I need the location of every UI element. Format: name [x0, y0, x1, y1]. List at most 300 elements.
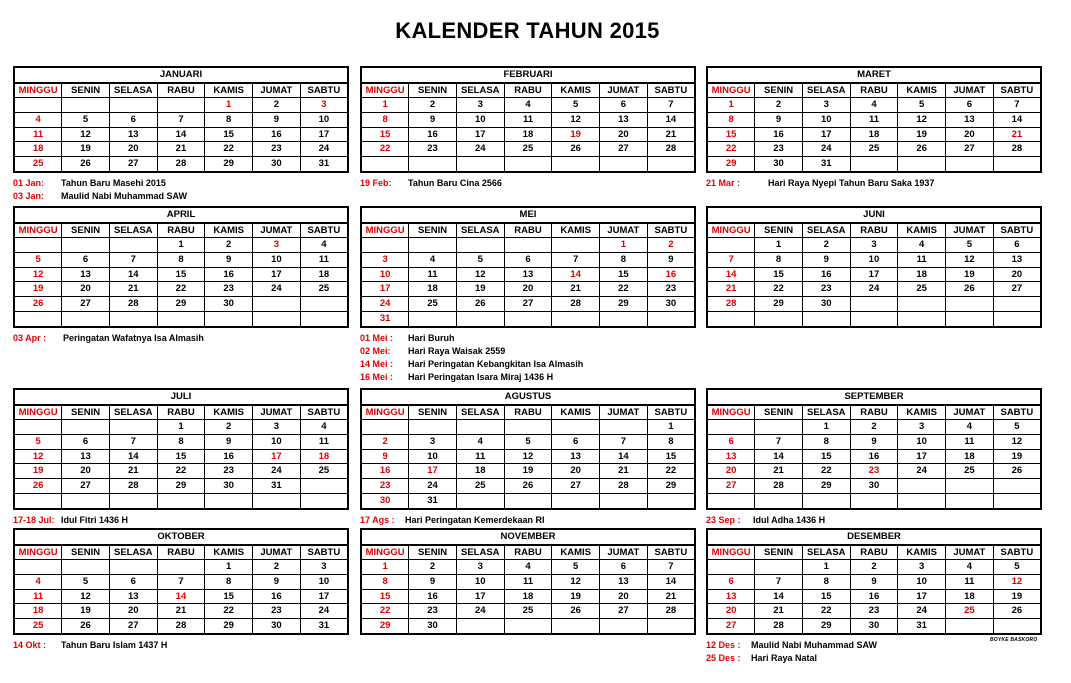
weekday-header: SELASA — [109, 223, 157, 238]
day-cell: 27 — [62, 479, 110, 494]
weekday-header: SELASA — [802, 545, 850, 560]
holiday-notes — [706, 177, 1042, 190]
day-cell: 27 — [946, 142, 994, 157]
day-cell: 12 — [552, 575, 600, 590]
weekday-header: JUMAT — [253, 83, 301, 98]
weekday-header: SENIN — [62, 545, 110, 560]
day-cell: 18 — [14, 142, 62, 157]
holiday-date: 14 Mei : — [360, 358, 394, 369]
day-cell: 8 — [755, 253, 803, 268]
day-cell: 3 — [253, 420, 301, 435]
day-cell: 30 — [253, 157, 301, 172]
day-cell: 21 — [552, 282, 600, 297]
day-cell — [14, 560, 62, 575]
day-cell: 5 — [62, 113, 110, 128]
holiday-notes — [13, 332, 349, 345]
day-cell: 11 — [300, 253, 348, 268]
week-row — [361, 253, 695, 268]
day-cell: 2 — [647, 238, 695, 253]
month-name: AGUSTUS — [361, 389, 695, 405]
day-cell — [456, 311, 504, 326]
weekday-header: JUMAT — [600, 545, 648, 560]
holiday-notes — [360, 514, 696, 527]
day-cell: 31 — [802, 157, 850, 172]
week-row — [361, 449, 695, 464]
day-cell: 18 — [504, 127, 552, 142]
day-cell — [755, 493, 803, 508]
day-cell: 5 — [14, 435, 62, 450]
day-cell: 4 — [14, 575, 62, 590]
holiday-name: Tahun Baru Cina 2566 — [408, 177, 502, 188]
holiday-note — [13, 332, 349, 345]
day-cell: 9 — [409, 575, 457, 590]
weekday-header: KAMIS — [205, 223, 253, 238]
day-cell: 25 — [850, 142, 898, 157]
day-cell: 28 — [552, 297, 600, 312]
day-cell: 29 — [707, 157, 755, 172]
day-cell: 10 — [253, 253, 301, 268]
week-row — [14, 157, 348, 172]
holiday-notes — [13, 514, 349, 527]
weekday-header: SELASA — [109, 545, 157, 560]
day-cell: 14 — [109, 267, 157, 282]
day-cell: 26 — [946, 282, 994, 297]
day-cell: 14 — [755, 589, 803, 604]
day-cell: 17 — [850, 267, 898, 282]
day-cell — [14, 238, 62, 253]
day-cell: 16 — [205, 449, 253, 464]
day-cell: 11 — [300, 435, 348, 450]
day-cell: 24 — [850, 282, 898, 297]
day-cell: 3 — [898, 420, 946, 435]
holiday-date: 14 Okt : — [13, 639, 47, 650]
day-cell — [647, 619, 695, 634]
day-cell — [62, 311, 110, 326]
day-cell: 19 — [14, 464, 62, 479]
month-table — [706, 206, 1042, 328]
weekday-header: RABU — [157, 405, 205, 420]
day-cell: 10 — [361, 267, 409, 282]
day-cell: 19 — [504, 464, 552, 479]
week-row — [14, 464, 348, 479]
day-cell: 12 — [504, 449, 552, 464]
day-cell: 27 — [109, 157, 157, 172]
day-cell: 28 — [755, 479, 803, 494]
day-cell: 15 — [647, 449, 695, 464]
weekday-header: SABTU — [993, 83, 1041, 98]
holiday-date: 17 Ags : — [360, 514, 395, 525]
day-cell: 4 — [504, 560, 552, 575]
day-cell: 5 — [14, 253, 62, 268]
day-cell: 24 — [456, 604, 504, 619]
day-cell: 26 — [504, 479, 552, 494]
weekday-header: MINGGU — [361, 223, 409, 238]
month-table — [13, 528, 349, 635]
day-cell — [504, 238, 552, 253]
day-cell — [14, 420, 62, 435]
day-cell: 5 — [946, 238, 994, 253]
day-cell: 19 — [993, 589, 1041, 604]
day-cell: 25 — [504, 142, 552, 157]
day-cell: 18 — [300, 267, 348, 282]
day-cell — [300, 479, 348, 494]
day-cell: 21 — [647, 127, 695, 142]
day-cell: 3 — [361, 253, 409, 268]
day-cell — [157, 98, 205, 113]
month-maret — [706, 66, 1042, 190]
day-cell: 1 — [361, 560, 409, 575]
day-cell — [850, 311, 898, 326]
day-cell — [850, 493, 898, 508]
day-cell: 6 — [62, 253, 110, 268]
holiday-name: Hari Peringatan Isara Miraj 1436 H — [408, 371, 554, 382]
day-cell — [552, 420, 600, 435]
day-cell: 24 — [300, 604, 348, 619]
month-table — [360, 66, 696, 173]
day-cell: 24 — [409, 479, 457, 494]
day-cell: 15 — [157, 267, 205, 282]
day-cell: 17 — [253, 267, 301, 282]
week-row — [14, 575, 348, 590]
weekday-header: RABU — [850, 223, 898, 238]
day-cell: 30 — [361, 493, 409, 508]
day-cell: 20 — [62, 464, 110, 479]
holiday-date: 23 Sep : — [706, 514, 741, 525]
day-cell: 19 — [552, 127, 600, 142]
holiday-name: Tahun Baru Islam 1437 H — [61, 639, 168, 650]
week-row — [14, 238, 348, 253]
day-cell: 26 — [552, 142, 600, 157]
week-row — [14, 282, 348, 297]
week-row — [361, 575, 695, 590]
day-cell: 4 — [946, 420, 994, 435]
weekday-header: SABTU — [647, 223, 695, 238]
day-cell: 20 — [707, 464, 755, 479]
week-row — [707, 282, 1041, 297]
day-cell: 9 — [647, 253, 695, 268]
day-cell: 1 — [802, 560, 850, 575]
day-cell: 28 — [707, 297, 755, 312]
weekday-header: SABTU — [993, 545, 1041, 560]
day-cell: 21 — [755, 604, 803, 619]
day-cell — [62, 420, 110, 435]
day-cell — [409, 311, 457, 326]
day-cell: 12 — [898, 113, 946, 128]
day-cell: 4 — [850, 98, 898, 113]
day-cell — [755, 311, 803, 326]
weekday-header: JUMAT — [600, 83, 648, 98]
day-cell: 26 — [62, 157, 110, 172]
day-cell: 18 — [946, 449, 994, 464]
day-cell: 15 — [361, 589, 409, 604]
day-cell — [361, 157, 409, 172]
weekday-header: MINGGU — [707, 83, 755, 98]
day-cell: 27 — [62, 297, 110, 312]
month-februari — [360, 66, 696, 190]
month-name: APRIL — [14, 207, 348, 223]
week-row — [707, 157, 1041, 172]
page-title: KALENDER TAHUN 2015 — [395, 18, 660, 43]
day-cell: 8 — [361, 113, 409, 128]
day-cell: 29 — [361, 619, 409, 634]
day-cell: 16 — [409, 589, 457, 604]
weekday-header: JUMAT — [946, 545, 994, 560]
day-cell — [850, 157, 898, 172]
day-cell: 7 — [109, 253, 157, 268]
week-row — [707, 238, 1041, 253]
day-cell: 15 — [802, 589, 850, 604]
day-cell: 13 — [62, 267, 110, 282]
day-cell: 23 — [647, 282, 695, 297]
month-table — [706, 528, 1042, 635]
weekday-header: SENIN — [409, 83, 457, 98]
day-cell — [157, 560, 205, 575]
day-cell: 5 — [993, 560, 1041, 575]
weekday-header: SABTU — [647, 405, 695, 420]
day-cell: 13 — [552, 449, 600, 464]
day-cell: 14 — [157, 127, 205, 142]
week-row — [361, 238, 695, 253]
weekday-header: RABU — [504, 223, 552, 238]
weekday-header: RABU — [157, 83, 205, 98]
day-cell: 16 — [205, 267, 253, 282]
week-row — [707, 575, 1041, 590]
day-cell: 22 — [647, 464, 695, 479]
day-cell: 27 — [707, 479, 755, 494]
day-cell: 19 — [62, 604, 110, 619]
week-row — [707, 464, 1041, 479]
day-cell: 6 — [707, 435, 755, 450]
day-cell: 31 — [409, 493, 457, 508]
week-row — [14, 297, 348, 312]
day-cell: 24 — [456, 142, 504, 157]
day-cell: 1 — [361, 98, 409, 113]
day-cell: 25 — [14, 619, 62, 634]
day-cell — [62, 238, 110, 253]
day-cell — [361, 420, 409, 435]
day-cell: 9 — [205, 435, 253, 450]
day-cell: 21 — [109, 282, 157, 297]
day-cell: 29 — [802, 619, 850, 634]
day-cell: 21 — [157, 142, 205, 157]
day-cell — [300, 493, 348, 508]
month-name: SEPTEMBER — [707, 389, 1041, 405]
day-cell — [62, 560, 110, 575]
day-cell: 26 — [14, 479, 62, 494]
day-cell: 3 — [898, 560, 946, 575]
day-cell — [62, 493, 110, 508]
day-cell: 30 — [850, 619, 898, 634]
day-cell: 16 — [802, 267, 850, 282]
day-cell: 22 — [802, 604, 850, 619]
day-cell: 6 — [946, 98, 994, 113]
day-cell: 22 — [755, 282, 803, 297]
month-name: MARET — [707, 67, 1041, 83]
day-cell: 5 — [456, 253, 504, 268]
day-cell: 23 — [205, 464, 253, 479]
day-cell: 4 — [300, 420, 348, 435]
month-table — [360, 206, 696, 328]
day-cell: 1 — [647, 420, 695, 435]
day-cell: 24 — [361, 297, 409, 312]
day-cell: 29 — [205, 157, 253, 172]
day-cell: 4 — [409, 253, 457, 268]
day-cell — [946, 493, 994, 508]
day-cell: 18 — [14, 604, 62, 619]
day-cell: 10 — [802, 113, 850, 128]
day-cell: 10 — [300, 113, 348, 128]
weekday-header: RABU — [157, 545, 205, 560]
week-row — [361, 142, 695, 157]
month-name: JANUARI — [14, 67, 348, 83]
weekday-header: SELASA — [109, 405, 157, 420]
day-cell: 21 — [755, 464, 803, 479]
day-cell: 8 — [647, 435, 695, 450]
day-cell: 10 — [456, 575, 504, 590]
month-september — [706, 388, 1042, 527]
day-cell: 18 — [504, 589, 552, 604]
day-cell: 23 — [755, 142, 803, 157]
weekday-header: SABTU — [300, 223, 348, 238]
week-row — [707, 311, 1041, 326]
weekday-header: RABU — [157, 223, 205, 238]
week-row — [14, 589, 348, 604]
day-cell: 12 — [14, 267, 62, 282]
day-cell — [205, 493, 253, 508]
week-row — [707, 267, 1041, 282]
day-cell: 13 — [993, 253, 1041, 268]
week-row — [14, 98, 348, 113]
day-cell: 31 — [898, 619, 946, 634]
day-cell: 22 — [600, 282, 648, 297]
day-cell: 28 — [993, 142, 1041, 157]
weekday-header: RABU — [850, 545, 898, 560]
day-cell: 23 — [850, 464, 898, 479]
day-cell: 20 — [109, 142, 157, 157]
day-cell: 13 — [109, 127, 157, 142]
day-cell: 17 — [898, 589, 946, 604]
day-cell — [109, 560, 157, 575]
weekday-header: SENIN — [62, 405, 110, 420]
weekday-header: JUMAT — [600, 223, 648, 238]
day-cell: 3 — [300, 98, 348, 113]
day-cell — [14, 98, 62, 113]
day-cell: 6 — [109, 575, 157, 590]
week-row — [707, 127, 1041, 142]
weekday-header: KAMIS — [552, 405, 600, 420]
weekday-header: SENIN — [409, 223, 457, 238]
day-cell: 25 — [946, 464, 994, 479]
month-juli — [13, 388, 349, 527]
month-name: DESEMBER — [707, 529, 1041, 545]
month-november — [360, 528, 696, 639]
week-row — [707, 435, 1041, 450]
day-cell: 2 — [409, 560, 457, 575]
weekday-header: MINGGU — [14, 83, 62, 98]
day-cell: 7 — [552, 253, 600, 268]
holiday-name: Maulid Nabi Muhammad SAW — [751, 639, 878, 650]
day-cell: 28 — [109, 479, 157, 494]
weekday-header: SABTU — [300, 545, 348, 560]
weekday-header: MINGGU — [14, 545, 62, 560]
day-cell — [504, 420, 552, 435]
day-cell: 8 — [802, 575, 850, 590]
day-cell: 5 — [62, 575, 110, 590]
day-cell: 2 — [850, 560, 898, 575]
holiday-note — [706, 177, 1042, 190]
day-cell: 8 — [205, 113, 253, 128]
holiday-name: Maulid Nabi Muhammad SAW — [61, 190, 188, 201]
day-cell: 26 — [993, 464, 1041, 479]
day-cell: 23 — [253, 604, 301, 619]
weekday-header: MINGGU — [707, 223, 755, 238]
holiday-name: Hari Raya Natal — [751, 652, 818, 663]
day-cell: 17 — [361, 282, 409, 297]
week-row — [707, 560, 1041, 575]
day-cell: 26 — [456, 297, 504, 312]
weekday-header: KAMIS — [552, 223, 600, 238]
weekday-header: KAMIS — [205, 545, 253, 560]
holiday-name: Hari Peringatan Kemerdekaan RI — [405, 514, 545, 525]
week-row — [707, 619, 1041, 634]
weekday-header: SABTU — [993, 405, 1041, 420]
holiday-name: Hari Raya Nyepi Tahun Baru Saka 1937 — [768, 177, 935, 188]
day-cell — [600, 493, 648, 508]
day-cell: 13 — [707, 589, 755, 604]
weekday-header: RABU — [850, 83, 898, 98]
week-row — [14, 267, 348, 282]
day-cell — [109, 311, 157, 326]
month-table — [360, 528, 696, 635]
day-cell: 11 — [898, 253, 946, 268]
day-cell: 14 — [647, 575, 695, 590]
day-cell: 24 — [253, 464, 301, 479]
day-cell: 20 — [62, 282, 110, 297]
day-cell — [707, 311, 755, 326]
month-table — [706, 66, 1042, 173]
month-table — [706, 388, 1042, 510]
day-cell — [157, 311, 205, 326]
day-cell — [946, 619, 994, 634]
holiday-note — [13, 190, 349, 203]
day-cell — [504, 619, 552, 634]
day-cell: 17 — [409, 464, 457, 479]
day-cell: 4 — [300, 238, 348, 253]
day-cell: 9 — [850, 435, 898, 450]
day-cell — [456, 619, 504, 634]
day-cell: 5 — [552, 560, 600, 575]
day-cell — [600, 157, 648, 172]
day-cell: 22 — [157, 282, 205, 297]
day-cell: 16 — [409, 127, 457, 142]
day-cell: 12 — [14, 449, 62, 464]
day-cell — [300, 311, 348, 326]
day-cell: 10 — [456, 113, 504, 128]
holiday-notes — [13, 639, 349, 652]
day-cell: 3 — [850, 238, 898, 253]
week-row — [361, 464, 695, 479]
day-cell: 13 — [62, 449, 110, 464]
day-cell: 4 — [456, 435, 504, 450]
week-row — [14, 619, 348, 634]
day-cell: 18 — [409, 282, 457, 297]
weekday-header: KAMIS — [552, 83, 600, 98]
day-cell: 3 — [300, 560, 348, 575]
weekday-header: KAMIS — [552, 545, 600, 560]
day-cell — [504, 493, 552, 508]
holiday-note — [13, 177, 349, 190]
day-cell — [707, 493, 755, 508]
